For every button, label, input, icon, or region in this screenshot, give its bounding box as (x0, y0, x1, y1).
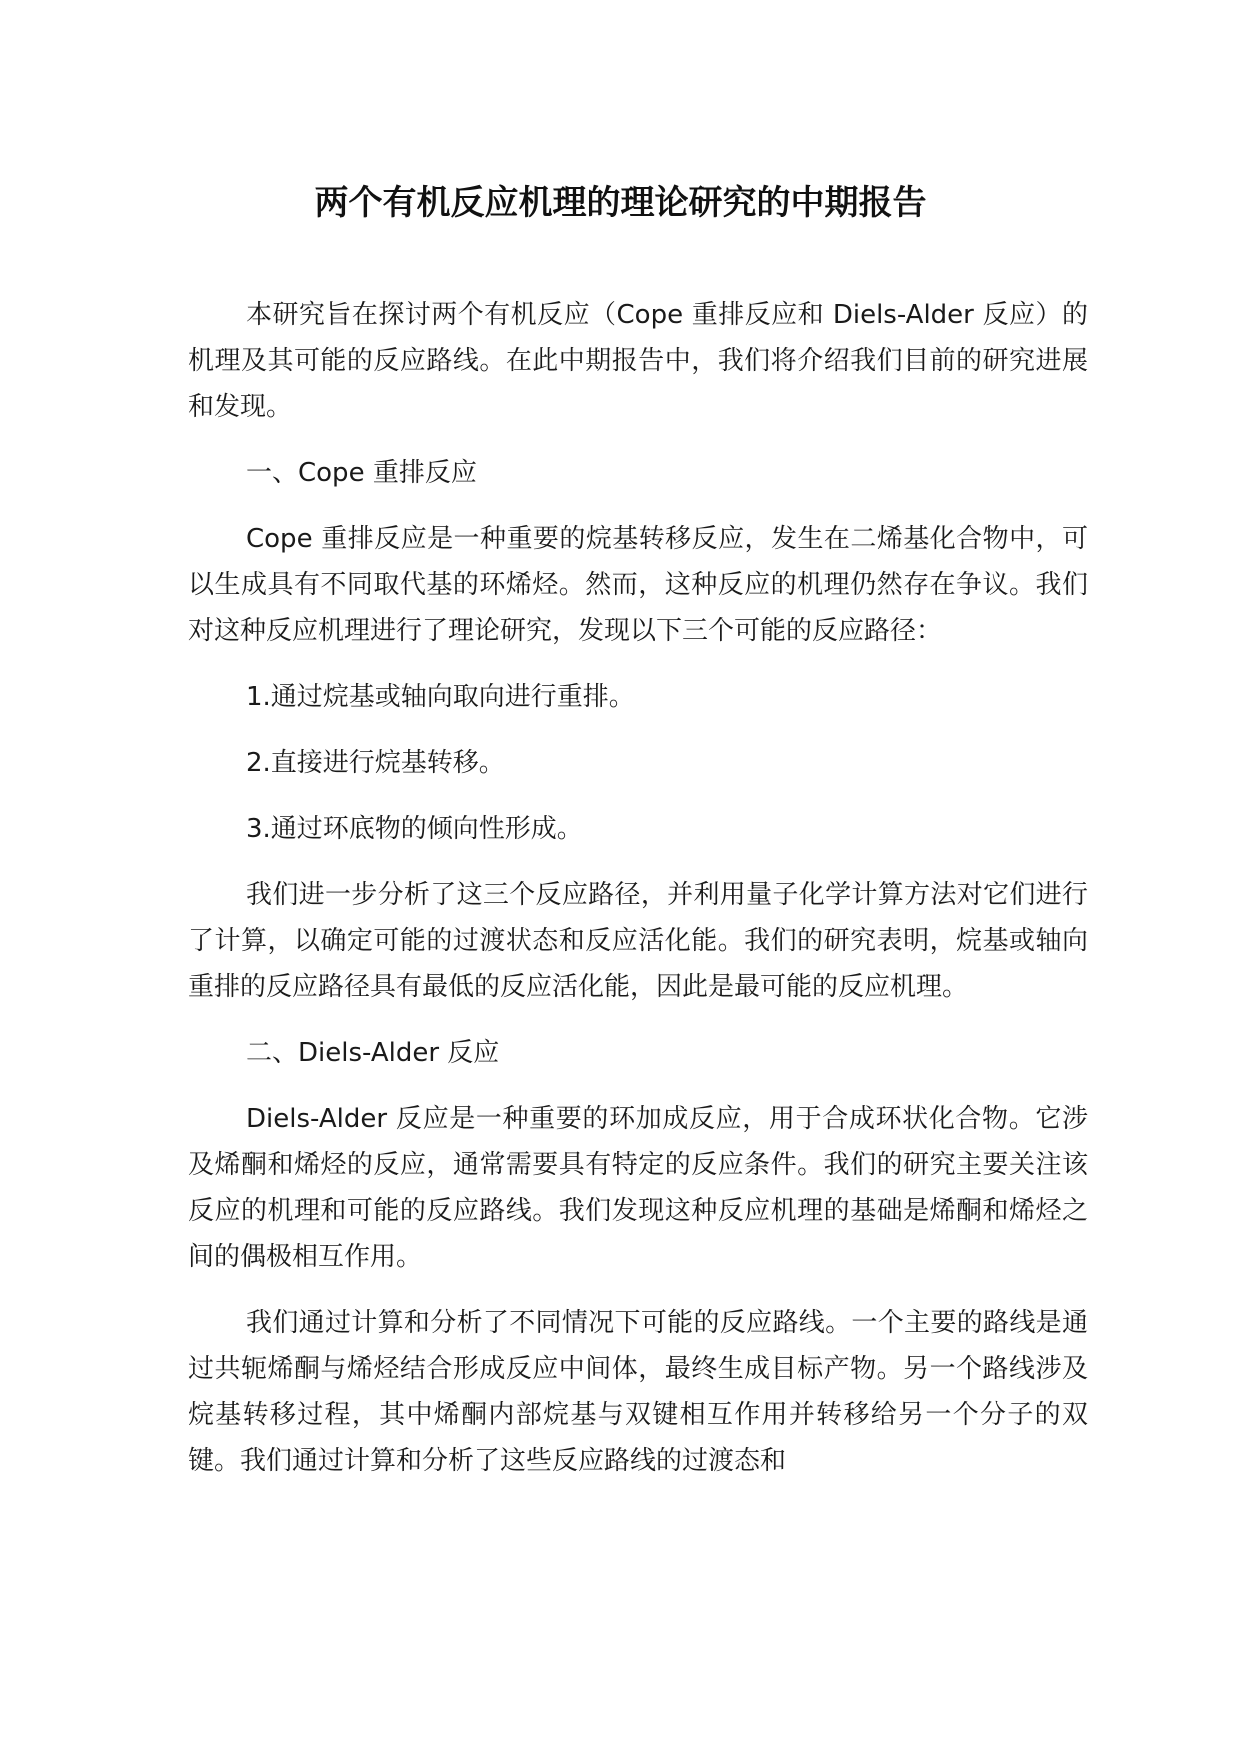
section-heading-diels-alder: 二、Diels-Alder 反应 (246, 1038, 500, 1068)
document-title: 两个有机反应机理的理论研究的中期报告 (314, 183, 927, 223)
pathway-item-3: 3.通过环底物的倾向性形成。 (246, 814, 583, 844)
pathway-item-2: 2.直接进行烷基转移。 (246, 748, 505, 778)
pathway-item-1: 1.通过烷基或轴向取向进行重排。 (246, 682, 635, 712)
cope-paragraph: Cope 重排反应是一种重要的烷基转移反应，发生在二烯基化合物中，可以生成具有不同取代基的环烯烃。然而，这种反应的机理仍然存在争议。我们对这种反应机理进行了理论研究，发现以下三个可能的反应路径： (188, 524, 1088, 646)
intro-paragraph: 本研究旨在探讨两个有机反应（Cope 重排反应和 Diels-Alder 反应）的机理及其可能的反应路线。在此中期报告中，我们将介绍我们目前的研究进展和发现。 (188, 300, 1088, 422)
cope-analysis-paragraph: 我们进一步分析了这三个反应路径，并利用量子化学计算方法对它们进行了计算，以确定可能的过渡状态和反应活化能。我们的研究表明，烷基或轴向重排的反应路径具有最低的反应活化能，因此是最可能的反应机理。 (188, 880, 1088, 1002)
diels-alder-routes-paragraph: 我们通过计算和分析了不同情况下可能的反应路线。一个主要的路线是通过共轭烯酮与烯烃结合形成反应中间体，最终生成目标产物。另一个路线涉及烷基转移过程，其中烯酮内部烷基与双键相互作用并转移给另一个分子的双键。我们通过计算和分析了这些反应路线的过渡态和 (188, 1308, 1088, 1476)
section-heading-cope: 一、Cope 重排反应 (246, 458, 477, 488)
document-body (188, 292, 1088, 1484)
diels-alder-paragraph: Diels-Alder 反应是一种重要的环加成反应，用于合成环状化合物。它涉及烯酮和烯烃的反应，通常需要具有特定的反应条件。我们的研究主要关注该反应的机理和可能的反应路线。我们发现这种反应机理的基础是烯酮和烯烃之间的偶极相互作用。 (188, 1104, 1088, 1272)
